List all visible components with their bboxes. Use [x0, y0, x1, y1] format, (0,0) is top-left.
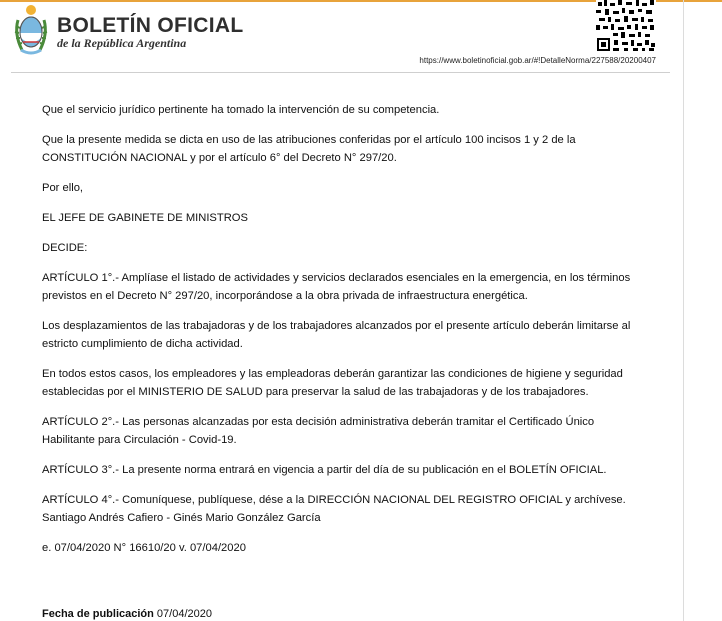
qr-code-icon — [596, 0, 656, 52]
publication-subtitle: de la República Argentina — [57, 36, 187, 50]
publication-date-label: Fecha de publicación — [42, 608, 154, 620]
paragraph-attributions: Que la presente medida se dicta en uso de las atribuciones conferidas por el artículo 100 incisos 1 y 2 de la CONSTITUCIÓN NACIONAL y por el artículo 6° del Decreto N° 297/20. — [42, 134, 576, 164]
publication-date-line — [42, 608, 212, 620]
header-divider — [11, 72, 670, 73]
article-1: ARTÍCULO 1°.- Amplíase el listado de actividades y servicios declarados esenciales en la emergencia, en los términos previstos en el Decreto N° 297/20, incorporándose a la obra privada de infraestructura energética. — [42, 272, 631, 302]
paragraph-displacements: Los desplazamientos de las trabajadoras y de los trabajadores alcanzados por el presente artículo deberán limitarse al estricto cumplimiento de dicha actividad. — [42, 320, 631, 350]
argentina-coat-of-arms-icon — [12, 2, 50, 58]
paragraph-legal-service: Que el servicio jurídico pertinente ha tomado la intervención de su competencia. — [42, 104, 440, 116]
page-edge-divider — [683, 0, 684, 621]
publication-title: BOLETÍN OFICIAL — [57, 14, 244, 37]
paragraph-por-ello: Por ello, — [42, 182, 84, 194]
article-2: ARTÍCULO 2°.- Las personas alcanzadas por esta decisión administrativa deberán tramitar el Certificado Único Habilitante para Circulación - Covid-19. — [42, 416, 595, 446]
document-header — [0, 0, 683, 74]
publication-date-value: 07/04/2020 — [156, 608, 212, 620]
paragraph-decide: DECIDE: — [42, 242, 88, 254]
article-3: ARTÍCULO 3°.- La presente norma entrará en vigencia a partir del día de su publicación en el BOLETÍN OFICIAL. — [42, 464, 607, 476]
document-body — [42, 101, 642, 569]
publication-reference: e. 07/04/2020 N° 16610/20 v. 07/04/2020 — [42, 542, 246, 554]
paragraph-hygiene: En todos estos casos, los empleadores y las empleadoras deberán garantizar las condiciones de higiene y seguridad establecidas por el MINISTERIO DE SALUD para preservar la salud de las trabajadoras y de los trabajadores. — [42, 368, 623, 398]
paragraph-issuer: EL JEFE DE GABINETE DE MINISTROS — [42, 212, 248, 224]
document-url[interactable]: https://www.boletinoficial.gob.ar/#!DetalleNorma/227588/20200407 — [419, 56, 656, 65]
article-4: ARTÍCULO 4°.- Comuníquese, publíquese, dése a la DIRECCIÓN NACIONAL DEL REGISTRO OFICIAL y archívese. Santiago Andrés Cafiero - Ginés Mario González García — [42, 494, 626, 524]
